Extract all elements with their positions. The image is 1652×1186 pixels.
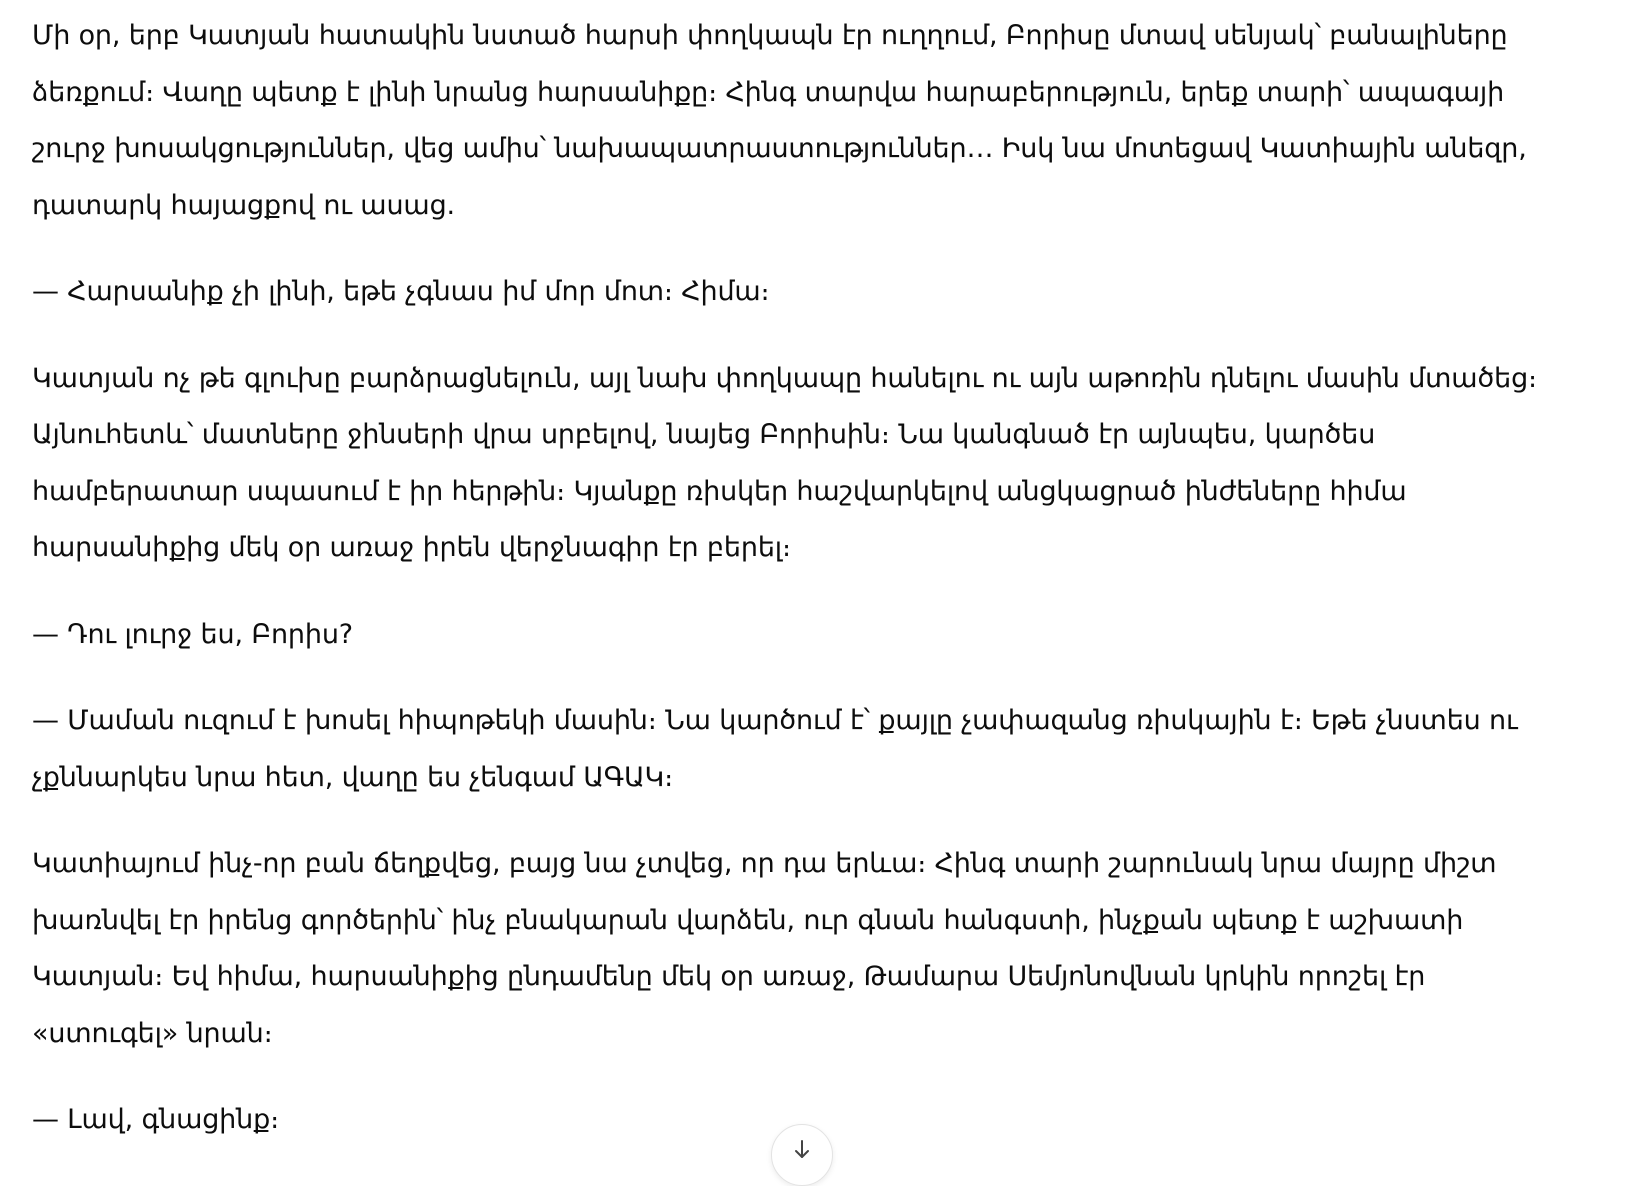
dialogue-line: — Հարսանիք չի լինի, եթե չգնաս իմ մոր մոտ։ Հիմա։ bbox=[32, 276, 770, 307]
arrow-down-icon bbox=[791, 1139, 813, 1161]
message-content bbox=[32, 8, 1552, 1179]
story-paragraph: Մի օր, երբ Կատյան հատակին նստած հարսի փողկապն էր ուղղում, Բորիսը մտավ սենյակ՝ բանալիները ձեռքում։ Վաղը պետք է լինի նրանց հարսանիքը։ Հինգ տարվա հարաբերություն, երեք տարի՝ ապագայի շուրջ խոսակցություններ, վեց ամիս՝ նախապատրաստություններ… Իսկ նա մոտեցավ Կատիային անեզր, դատարկ հայացքով ու ասաց. bbox=[32, 20, 1527, 221]
dialogue-line: — Դու լուրջ ես, Բորիս? bbox=[32, 618, 353, 650]
story-paragraph: Կատիայում ինչ-որ բան ճեղքվեց, բայց նա չտվեց, որ դա երևա։ Հինգ տարի շարունակ նրա մայրը միշտ խառնվել էր իրենց գործերին՝ ինչ բնակարան վարձեն, ուր գնան հանգստի, ինչքան պետք է աշխատի Կատյան։ Եվ հիմա, հարսանիքից ընդամենը մեկ օր առաջ, Թամարա Սեմյոնովնան կրկին որոշել էր «ստուգել» նրան։ bbox=[32, 848, 1497, 1049]
scroll-to-bottom-button[interactable] bbox=[771, 1124, 833, 1186]
dialogue-line: — Մաման ուզում է խոսել հիպոթեկի մասին։ Նա կարծում է՝ քայլը չափազանց ռիսկային է։ Եթե չնստես ու չքննարկես նրա հետ, վաղը ես չենգամ ԱԳԱԿ։ bbox=[32, 705, 1518, 793]
story-paragraph: Կատյան ոչ թե գլուխը բարձրացնելուն, այլ նախ փողկապը հանելու ու այն աթոռին դնելու մասին մտածեց։ Այնուհետև՝ մատները ջինսերի վրա սրբելով, նայեց Բորիսին։ Նա կանգնած էր այնպես, կարծես համբերատար սպասում է իր հերթին։ Կյանքը ռիսկեր հաշվարկելով անցկացրած ինժեները հիմա հարսանիքից մեկ օր առաջ իրեն վերջնագիր էր բերել։ bbox=[32, 362, 1537, 563]
dialogue-line: — Լավ, գնացինք։ bbox=[32, 1104, 280, 1135]
